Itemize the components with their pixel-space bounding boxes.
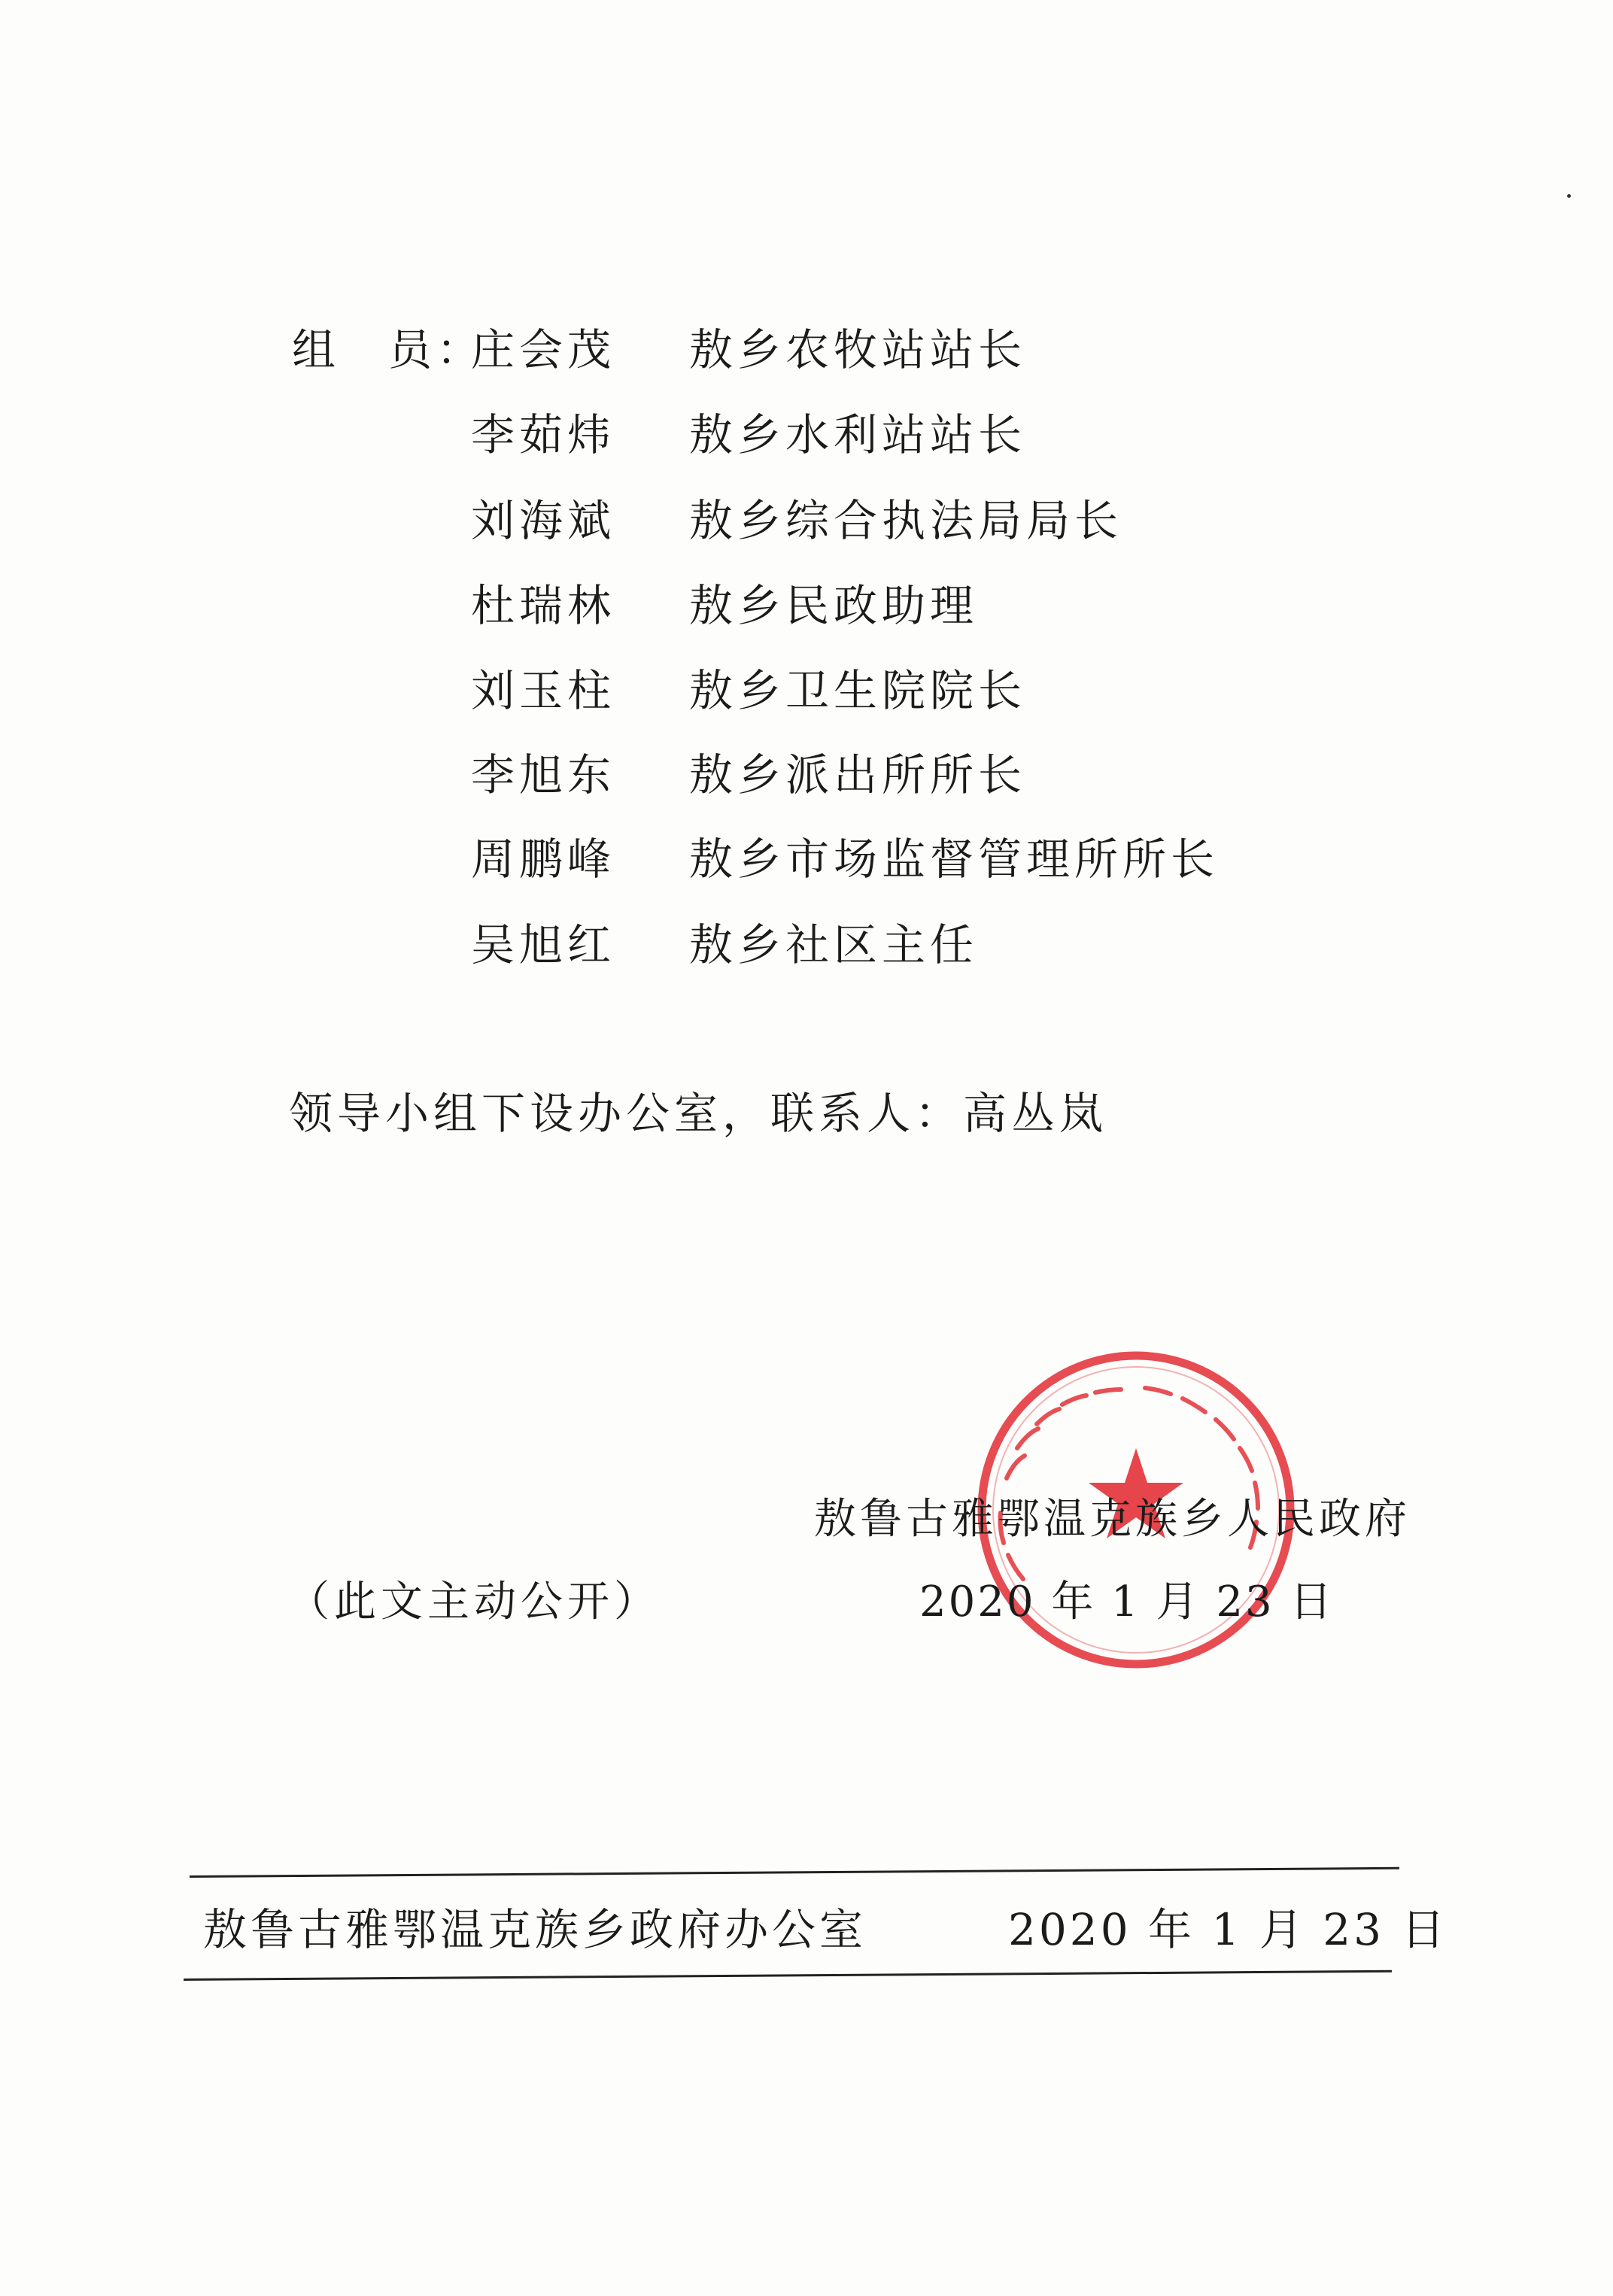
- member-name: 庄会茂: [471, 324, 616, 375]
- member-position: 敖乡民政助理: [689, 580, 979, 631]
- member-name: 杜瑞林: [471, 580, 616, 631]
- disclosure-note: （此文主动公开）: [287, 1578, 661, 1626]
- member-position: 敖乡市场监督管理所所长: [689, 834, 1220, 885]
- footer-date: 2020 年 1 月 23 日: [1008, 1904, 1448, 1955]
- member-name: 刘海斌: [471, 495, 616, 546]
- members-label: 组 员：: [292, 324, 485, 375]
- member-name: 周鹏峰: [471, 834, 616, 885]
- member-name: 李旭东: [471, 749, 616, 800]
- footer-bottom-rule: [184, 1970, 1392, 1981]
- member-name: 刘玉柱: [471, 665, 616, 716]
- member-name: 李茹炜: [471, 409, 616, 460]
- member-row: [0, 829, 1613, 889]
- member-row: [0, 490, 1613, 551]
- member-position: 敖乡卫生院院长: [689, 665, 1027, 716]
- footer-top-rule: [190, 1867, 1399, 1878]
- member-row: [0, 320, 1613, 380]
- member-position: 敖乡水利站站长: [689, 409, 1027, 460]
- member-position: 敖乡派出所所长: [689, 749, 1027, 800]
- member-row: [0, 405, 1613, 465]
- member-position: 敖乡综合执法局局长: [689, 495, 1123, 546]
- office-contact-note: 领导小组下设办公室，联系人：高丛岚: [289, 1088, 1108, 1139]
- issue-date: 2020 年 1 月 23 日: [919, 1578, 1335, 1626]
- member-name: 吴旭红: [471, 919, 616, 970]
- member-row: [0, 661, 1613, 721]
- member-row: [0, 745, 1613, 805]
- footer-org: 敖鲁古雅鄂温克族乡政府办公室: [203, 1904, 867, 1955]
- member-position: 敖乡社区主任: [689, 919, 979, 970]
- member-position: 敖乡农牧站站长: [689, 324, 1027, 375]
- member-row: [0, 576, 1613, 636]
- footer: [0, 1896, 1613, 1963]
- member-row: [0, 915, 1613, 975]
- scan-speck: [1567, 194, 1571, 198]
- issuing-authority: 敖鲁古雅鄂温克族乡人民政府: [814, 1495, 1411, 1544]
